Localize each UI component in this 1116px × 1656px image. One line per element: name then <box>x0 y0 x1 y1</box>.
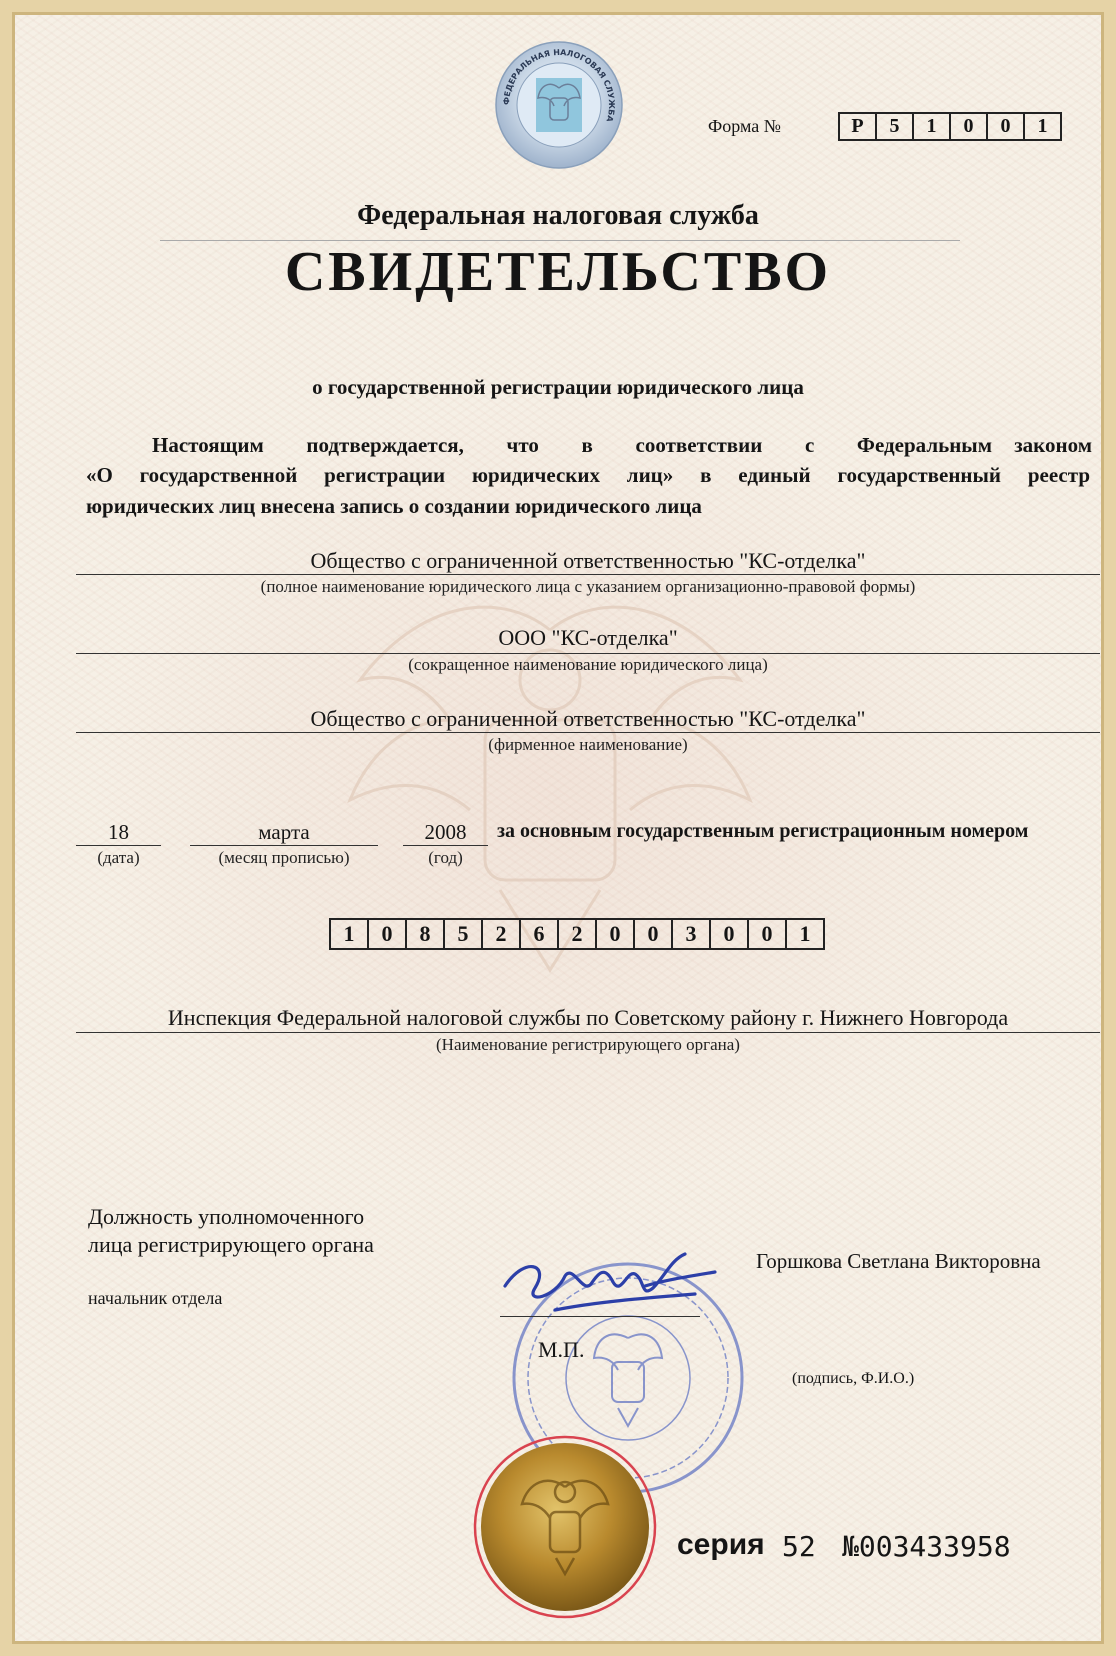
body-line-2: «О государственной регистрации юридических лиц» в единый государственный реестр <box>86 463 1090 487</box>
ogrn-digit: 0 <box>747 918 787 950</box>
official-name: Горшкова Светлана Викторовна <box>756 1249 1041 1273</box>
full-name-caption: (полное наименование юридического лица с указанием организационно-правовой формы) <box>260 577 916 596</box>
ogrn-digit: 0 <box>633 918 673 950</box>
mp-label: М.П. <box>538 1337 585 1362</box>
date-year-caption: (год) <box>428 848 463 867</box>
form-code-digit: 1 <box>912 112 951 141</box>
ogrn-digit: 3 <box>671 918 711 950</box>
handwritten-signature <box>495 1236 725 1326</box>
ogrn-digit: 6 <box>519 918 559 950</box>
hologram-text: ФЕДЕРАЛЬНАЯ НАЛОГОВАЯ СЛУЖБА <box>501 47 617 123</box>
body-line-1-end: законом <box>1014 433 1092 457</box>
ogrn-digit: 0 <box>595 918 635 950</box>
firm-name-caption: (фирменное наименование) <box>488 735 688 754</box>
series-label: серия <box>677 1528 765 1561</box>
position-value: начальник отдела <box>88 1288 223 1308</box>
date-year: 2008 <box>424 820 467 844</box>
hologram-emblem <box>494 40 624 170</box>
form-code-boxes <box>838 112 1060 141</box>
form-code-digit: 0 <box>949 112 988 141</box>
document-title: СВИДЕТЕЛЬСТВО <box>284 241 832 303</box>
short-name-caption: (сокращенное наименование юридического лица) <box>408 655 768 674</box>
form-code-digit: 1 <box>1023 112 1062 141</box>
body-line-1: Настоящим подтверждается, что в соответствии с Федеральным <box>152 433 992 457</box>
form-code-digit: 0 <box>986 112 1025 141</box>
ogrn-digit: 1 <box>785 918 825 950</box>
date-year-line <box>403 845 488 846</box>
series-value: 52 <box>782 1530 816 1563</box>
form-code-digit: 5 <box>875 112 914 141</box>
document-subtitle: о государственной регистрации юридического лица <box>312 375 804 399</box>
full-name-line <box>76 574 1100 575</box>
date-month-caption: (месяц прописью) <box>218 848 350 867</box>
ogrn-digit: 2 <box>481 918 521 950</box>
position-label-2: лица регистрирующего органа <box>88 1232 374 1257</box>
ogrn-digit: 0 <box>367 918 407 950</box>
signature-caption: (подпись, Ф.И.О.) <box>792 1370 915 1387</box>
date-month: марта <box>258 820 310 844</box>
body-line-3: юридических лиц внесена запись о создании юридического лица <box>86 494 702 518</box>
firm-name-value: Общество с ограниченной ответственностью "КС-отделка" <box>310 706 866 731</box>
ogrn-boxes <box>329 918 823 950</box>
date-month-line <box>190 845 378 846</box>
short-name-value: ООО "КС-отделка" <box>498 625 678 650</box>
position-label-1: Должность уполномоченного <box>88 1204 365 1229</box>
firm-name-line <box>76 732 1100 733</box>
date-day-caption: (дата) <box>97 848 140 867</box>
authority-value: Инспекция Федеральной налоговой службы по Советскому району г. Нижнего Новгорода <box>167 1005 1009 1030</box>
form-code-digit: Р <box>838 112 877 141</box>
ogrn-digit: 2 <box>557 918 597 950</box>
ogrn-digit: 0 <box>709 918 749 950</box>
serial-number: №003433958 <box>842 1530 1011 1563</box>
ogrn-digit: 5 <box>443 918 483 950</box>
full-name-value: Общество с ограниченной ответственностью "КС-отделка" <box>310 548 866 573</box>
authority-caption: (Наименование регистрирующего органа) <box>436 1035 740 1054</box>
gold-seal-icon <box>470 1432 660 1622</box>
agency-title: Федеральная налоговая служба <box>357 200 759 231</box>
date-day-line <box>76 845 161 846</box>
form-label: Форма № <box>708 116 781 136</box>
authority-line <box>76 1032 1100 1033</box>
ogrn-text: за основным государственным регистрационным номером <box>497 820 1029 842</box>
date-day: 18 <box>108 820 129 844</box>
svg-text:ФЕДЕРАЛЬНАЯ НАЛОГОВАЯ СЛУЖБА <box>502 48 616 124</box>
ogrn-digit: 1 <box>329 918 369 950</box>
short-name-line <box>76 653 1100 654</box>
ogrn-digit: 8 <box>405 918 445 950</box>
